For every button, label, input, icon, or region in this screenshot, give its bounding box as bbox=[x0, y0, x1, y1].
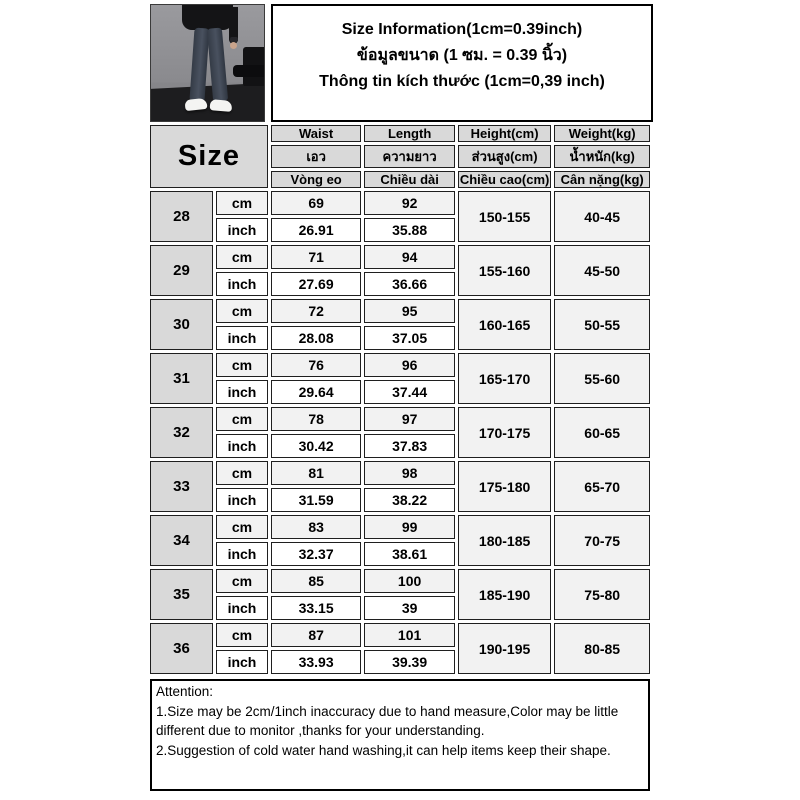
size-value: 28 bbox=[150, 191, 213, 242]
unit-cm-label: cm bbox=[216, 515, 268, 539]
size-value: 34 bbox=[150, 515, 213, 566]
size-information-title-box bbox=[271, 4, 653, 122]
weight-range-value: 40-45 bbox=[554, 191, 650, 242]
size-header-cell: Size bbox=[150, 125, 268, 188]
waist-cm-value: 71 bbox=[271, 245, 361, 269]
header-row-english bbox=[150, 125, 650, 142]
col-header-length-vi: Chiều dài bbox=[364, 171, 454, 188]
attention-heading: Attention: bbox=[156, 684, 214, 699]
top-section bbox=[147, 4, 653, 122]
height-range-value: 190-195 bbox=[458, 623, 552, 674]
table-row bbox=[150, 461, 650, 485]
length-cm-value: 101 bbox=[364, 623, 454, 647]
weight-range-value: 55-60 bbox=[554, 353, 650, 404]
waist-inch-value: 29.64 bbox=[271, 380, 361, 404]
height-range-value: 185-190 bbox=[458, 569, 552, 620]
photo-armchair-arm bbox=[233, 65, 265, 77]
col-header-waist-th: เอว bbox=[271, 145, 361, 168]
length-inch-value: 37.05 bbox=[364, 326, 454, 350]
unit-cm-label: cm bbox=[216, 461, 268, 485]
length-cm-value: 96 bbox=[364, 353, 454, 377]
waist-cm-value: 72 bbox=[271, 299, 361, 323]
length-cm-value: 95 bbox=[364, 299, 454, 323]
waist-inch-value: 26.91 bbox=[271, 218, 361, 242]
unit-cm-label: cm bbox=[216, 569, 268, 593]
unit-inch-label: inch bbox=[216, 218, 268, 242]
length-cm-value: 98 bbox=[364, 461, 454, 485]
col-header-height-en: Height(cm) bbox=[458, 125, 552, 142]
unit-inch-label: inch bbox=[216, 650, 268, 674]
height-range-value: 155-160 bbox=[458, 245, 552, 296]
photo-right-sneaker bbox=[209, 99, 232, 112]
waist-inch-value: 27.69 bbox=[271, 272, 361, 296]
length-inch-value: 37.44 bbox=[364, 380, 454, 404]
height-range-value: 170-175 bbox=[458, 407, 552, 458]
unit-inch-label: inch bbox=[216, 380, 268, 404]
size-value: 30 bbox=[150, 299, 213, 350]
unit-cm-label: cm bbox=[216, 191, 268, 215]
title-line-thai: ข้อมูลขนาด (1 ซม. = 0.39 นิ้ว) bbox=[356, 47, 568, 64]
length-cm-value: 94 bbox=[364, 245, 454, 269]
photo-model-torso bbox=[182, 4, 234, 30]
length-inch-value: 36.66 bbox=[364, 272, 454, 296]
unit-cm-label: cm bbox=[216, 245, 268, 269]
unit-inch-label: inch bbox=[216, 272, 268, 296]
col-header-height-vi: Chiều cao(cm) bbox=[459, 172, 550, 187]
unit-inch-label: inch bbox=[216, 542, 268, 566]
size-table bbox=[147, 122, 653, 677]
photo-hand bbox=[230, 42, 237, 49]
product-photo bbox=[150, 4, 265, 122]
size-value: 32 bbox=[150, 407, 213, 458]
title-line-english: Size Information(1cm=0.39inch) bbox=[341, 21, 583, 38]
table-row bbox=[150, 299, 650, 323]
unit-cm-label: cm bbox=[216, 623, 268, 647]
waist-inch-value: 31.59 bbox=[271, 488, 361, 512]
attention-box bbox=[150, 679, 650, 791]
length-inch-value: 38.22 bbox=[364, 488, 454, 512]
waist-inch-value: 28.08 bbox=[271, 326, 361, 350]
height-range-value: 180-185 bbox=[458, 515, 552, 566]
waist-cm-value: 78 bbox=[271, 407, 361, 431]
col-header-weight-vi: Cân nặng(kg) bbox=[554, 171, 650, 188]
col-header-length-th: ความยาว bbox=[364, 145, 454, 168]
waist-cm-value: 85 bbox=[271, 569, 361, 593]
weight-range-value: 75-80 bbox=[554, 569, 650, 620]
col-header-waist-vi: Vòng eo bbox=[271, 171, 361, 188]
table-row bbox=[150, 245, 650, 269]
height-range-value: 175-180 bbox=[458, 461, 552, 512]
weight-range-value: 60-65 bbox=[554, 407, 650, 458]
col-header-height-th: ส่วนสูง(cm) bbox=[458, 145, 552, 168]
table-row bbox=[150, 353, 650, 377]
height-range-value: 150-155 bbox=[458, 191, 552, 242]
length-cm-value: 92 bbox=[364, 191, 454, 215]
size-value: 36 bbox=[150, 623, 213, 674]
waist-cm-value: 76 bbox=[271, 353, 361, 377]
waist-inch-value: 30.42 bbox=[271, 434, 361, 458]
weight-range-value: 65-70 bbox=[554, 461, 650, 512]
table-row bbox=[150, 515, 650, 539]
weight-range-value: 50-55 bbox=[554, 299, 650, 350]
attention-note-2: 2.Suggestion of cold water hand washing,it can help items keep their shape. bbox=[156, 742, 611, 758]
length-cm-value: 99 bbox=[364, 515, 454, 539]
waist-cm-value: 87 bbox=[271, 623, 361, 647]
length-inch-value: 39.39 bbox=[364, 650, 454, 674]
table-row bbox=[150, 569, 650, 593]
unit-cm-label: cm bbox=[216, 407, 268, 431]
size-value: 31 bbox=[150, 353, 213, 404]
unit-cm-label: cm bbox=[216, 299, 268, 323]
weight-range-value: 70-75 bbox=[554, 515, 650, 566]
unit-inch-label: inch bbox=[216, 596, 268, 620]
weight-range-value: 45-50 bbox=[554, 245, 650, 296]
col-header-weight-th: น้ำหนัก(kg) bbox=[554, 145, 650, 168]
length-inch-value: 37.83 bbox=[364, 434, 454, 458]
waist-cm-value: 81 bbox=[271, 461, 361, 485]
length-inch-value: 35.88 bbox=[364, 218, 454, 242]
height-range-value: 160-165 bbox=[458, 299, 552, 350]
table-row bbox=[150, 191, 650, 215]
table-row bbox=[150, 407, 650, 431]
waist-inch-value: 33.15 bbox=[271, 596, 361, 620]
unit-cm-label: cm bbox=[216, 353, 268, 377]
size-value: 35 bbox=[150, 569, 213, 620]
photo-floor bbox=[150, 82, 265, 122]
photo-left-sneaker bbox=[184, 98, 207, 111]
waist-inch-value: 33.93 bbox=[271, 650, 361, 674]
length-inch-value: 38.61 bbox=[364, 542, 454, 566]
size-value: 33 bbox=[150, 461, 213, 512]
attention-note-1: 1.Size may be 2cm/1inch inaccuracy due to hand measure,Color may be little different due to monitor ,thanks for your understanding. bbox=[156, 703, 619, 739]
height-range-value: 165-170 bbox=[458, 353, 552, 404]
unit-inch-label: inch bbox=[216, 488, 268, 512]
col-header-weight-en: Weight(kg) bbox=[554, 125, 650, 142]
waist-inch-value: 32.37 bbox=[271, 542, 361, 566]
unit-inch-label: inch bbox=[216, 434, 268, 458]
waist-cm-value: 69 bbox=[271, 191, 361, 215]
col-header-length-en: Length bbox=[364, 125, 454, 142]
length-cm-value: 100 bbox=[364, 569, 454, 593]
length-cm-value: 97 bbox=[364, 407, 454, 431]
weight-range-value: 80-85 bbox=[554, 623, 650, 674]
waist-cm-value: 83 bbox=[271, 515, 361, 539]
title-line-vietnamese: Thông tin kích thước (1cm=0,39 inch) bbox=[319, 73, 605, 90]
unit-inch-label: inch bbox=[216, 326, 268, 350]
length-inch-value: 39 bbox=[364, 596, 454, 620]
table-row bbox=[150, 623, 650, 647]
col-header-waist-en: Waist bbox=[271, 125, 361, 142]
size-value: 29 bbox=[150, 245, 213, 296]
